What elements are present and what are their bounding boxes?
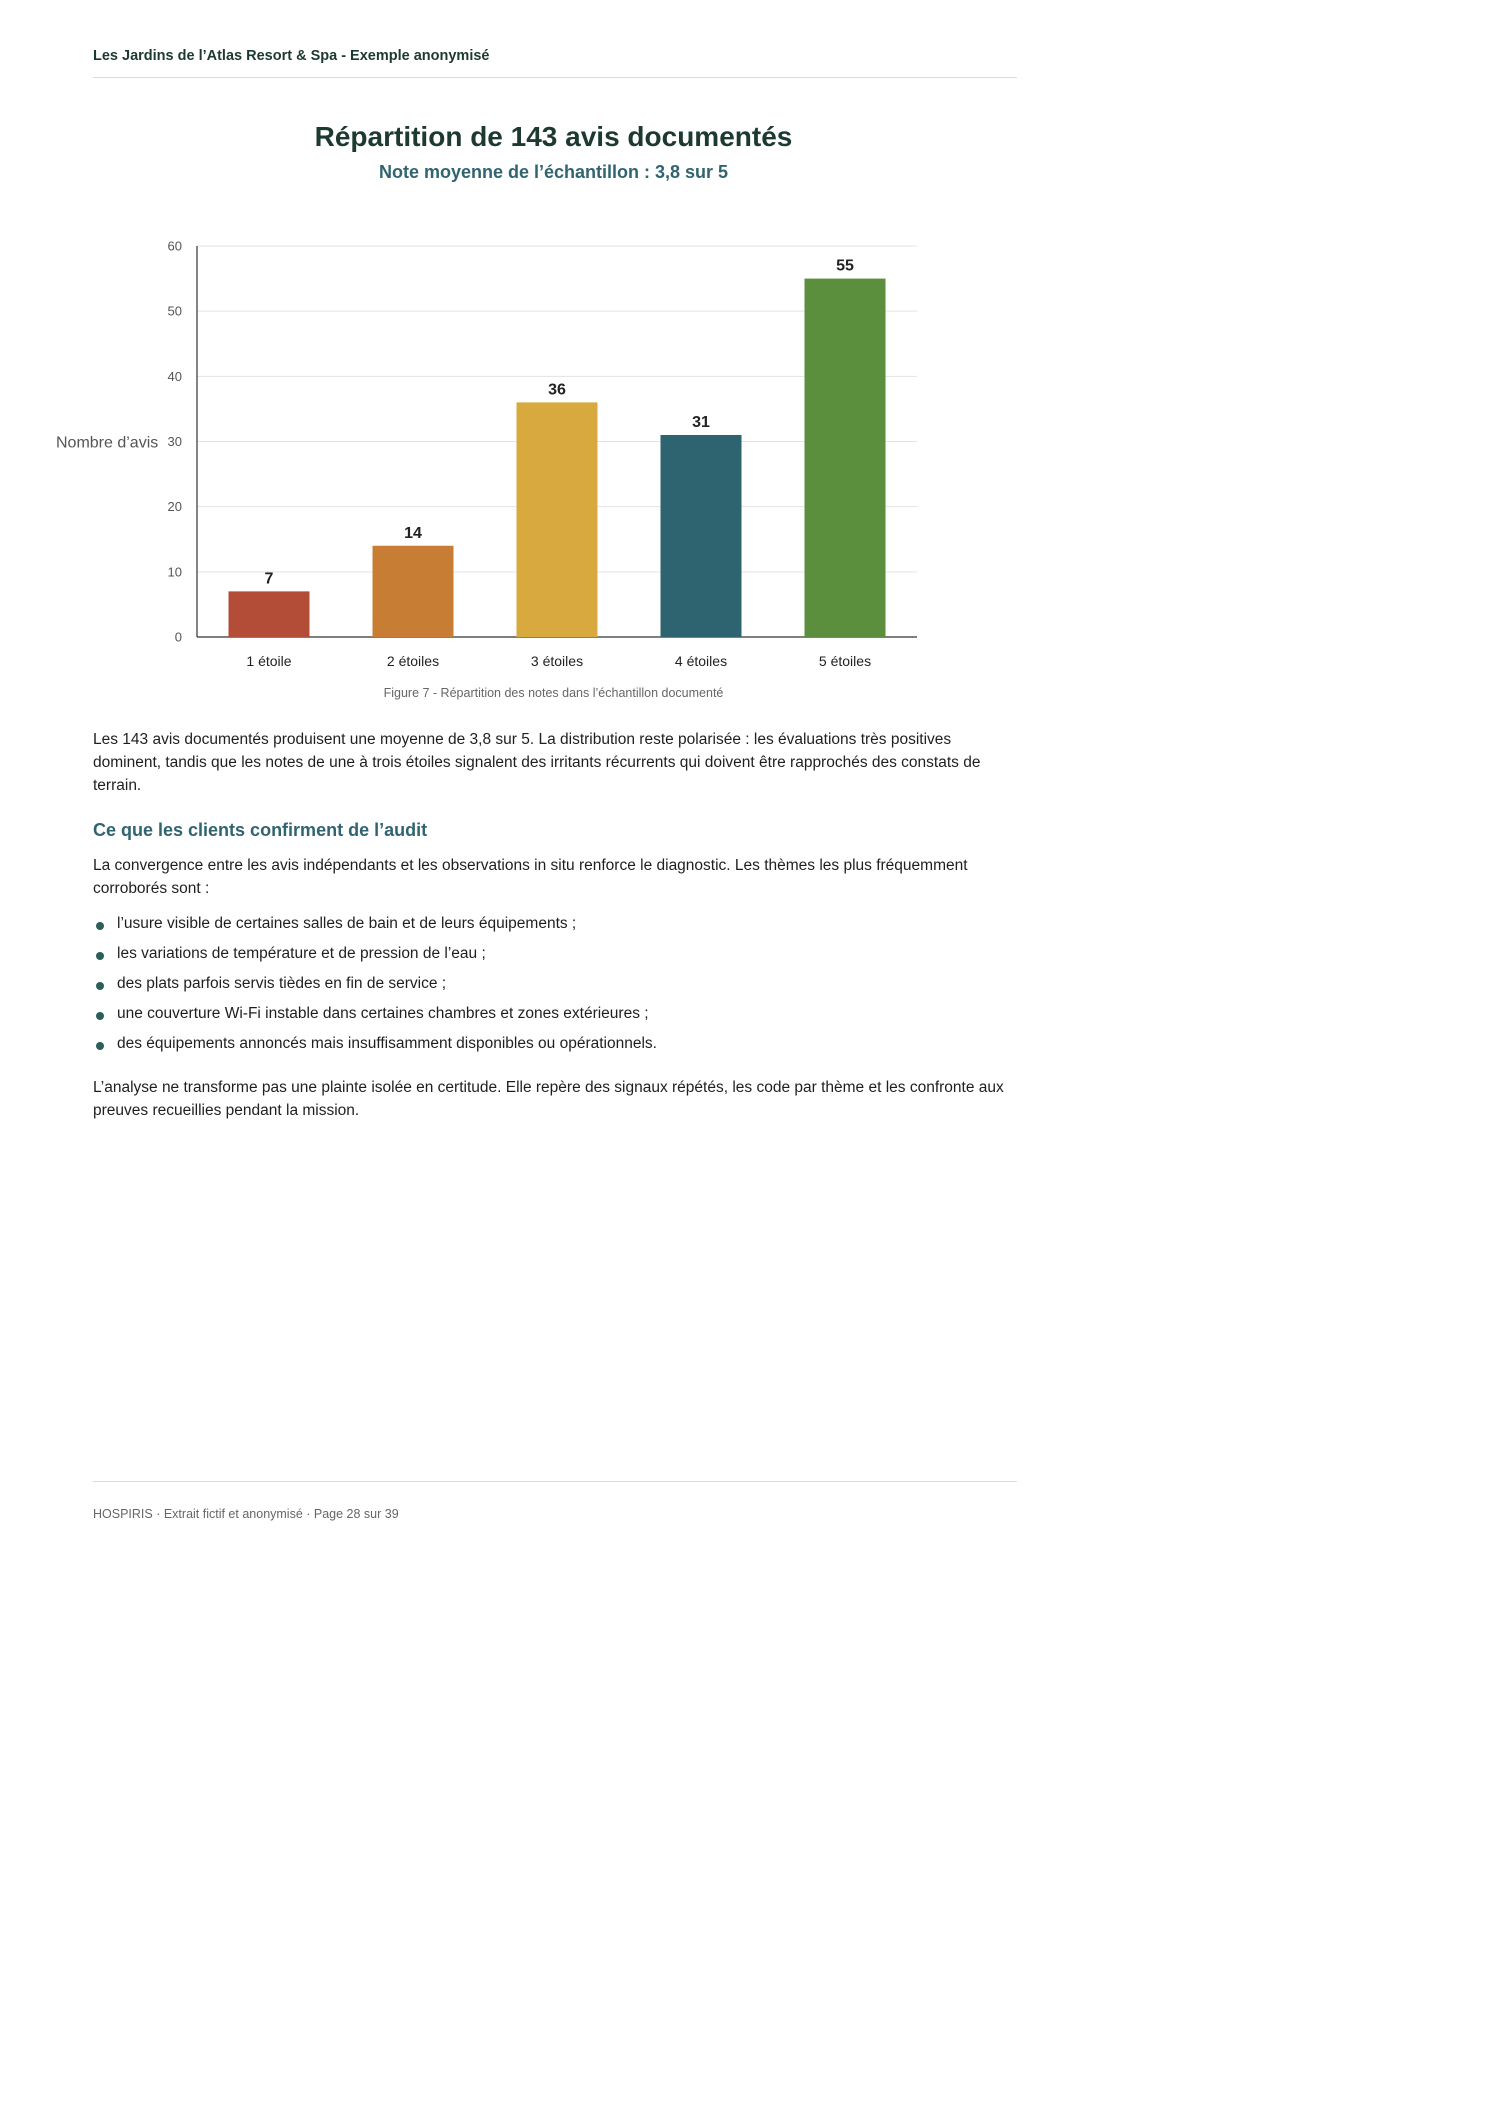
list-item-text: une couverture Wi-Fi instable dans certaines chambres et zones extérieures ;: [117, 1005, 649, 1022]
figure-caption: Figure 7 - Répartition des notes dans l’échantillon documenté: [383, 686, 724, 700]
list-item: [93, 914, 657, 944]
list-item-text: des équipements annoncés mais insuffisamment disponibles ou opérationnels.: [117, 1035, 657, 1052]
y-tick-label: 20: [167, 499, 182, 515]
bar: [517, 402, 598, 637]
y-tick-label: 60: [167, 238, 182, 254]
section-heading: Ce que les clients confirment de l’audit: [93, 820, 428, 840]
conclusion-paragraph: L’analyse ne transforme pas une plainte isolée en certitude. Elle repère des signaux répétés, les code par thème et les confronte aux preuves recueillies pendant la mission.: [93, 1079, 1004, 1119]
bar: [805, 279, 886, 637]
header-divider: [93, 77, 1017, 78]
intro-paragraph: Les 143 avis documentés produisent une moyenne de 3,8 sur 5. La distribution reste polarisée : les évaluations très positives dominent, tandis que les notes de une à trois étoiles signalent des irritants récurrents qui doivent être rapprochés des constats de terrain.: [93, 731, 981, 794]
chart-title: Répartition de 143 avis documentés: [314, 121, 793, 152]
y-tick-label: 30: [167, 434, 182, 449]
data-label: 7: [264, 570, 274, 588]
data-label: 31: [692, 413, 710, 431]
bar: [373, 546, 454, 637]
y-tick-label: 40: [167, 368, 182, 384]
bar: [229, 591, 310, 637]
y-tick-label: 0: [174, 629, 182, 645]
y-axis-label: Nombre d’avis: [56, 434, 159, 452]
bullet-icon: [96, 922, 104, 930]
x-tick-label: 4 étoiles: [674, 653, 728, 669]
list-item: [93, 1034, 657, 1064]
list-item: [93, 974, 657, 1004]
y-tick-label: 10: [167, 564, 182, 580]
list-item-text: des plats parfois servis tièdes en fin de service ;: [117, 975, 447, 992]
bullet-icon: [96, 1012, 104, 1020]
x-tick-label: 5 étoiles: [818, 653, 872, 669]
x-tick-label: 2 étoiles: [386, 653, 440, 669]
x-tick-label: 1 étoile: [246, 653, 292, 669]
themes-list: [93, 914, 657, 1064]
list-item-text: les variations de température et de pression de l’eau ;: [117, 945, 486, 962]
data-label: 14: [404, 524, 422, 542]
document-header: Les Jardins de l’Atlas Resort & Spa - Exemple anonymisé: [93, 48, 490, 64]
bullet-icon: [96, 1042, 104, 1050]
list-item: [93, 944, 657, 974]
bullet-icon: [96, 952, 104, 960]
y-tick-label: 50: [167, 303, 182, 319]
bar-chart: [0, 220, 1100, 680]
data-label: 36: [548, 381, 566, 399]
bullet-icon: [96, 982, 104, 990]
data-label: 55: [836, 257, 854, 275]
x-tick-label: 3 étoiles: [530, 653, 584, 669]
chart-subtitle: Note moyenne de l’échantillon : 3,8 sur 5: [378, 162, 729, 182]
bar: [661, 435, 742, 637]
page-footer: HOSPIRIS · Extrait fictif et anonymisé · Page 28 sur 39: [93, 1507, 399, 1521]
footer-divider: [93, 1481, 1017, 1482]
convergence-paragraph: La convergence entre les avis indépendants et les observations in situ renforce le diagnostic. Les thèmes les plus fréquemment corroborés sont :: [93, 857, 968, 897]
list-item-text: l’usure visible de certaines salles de bain et de leurs équipements ;: [117, 915, 577, 932]
list-item: [93, 1004, 657, 1034]
